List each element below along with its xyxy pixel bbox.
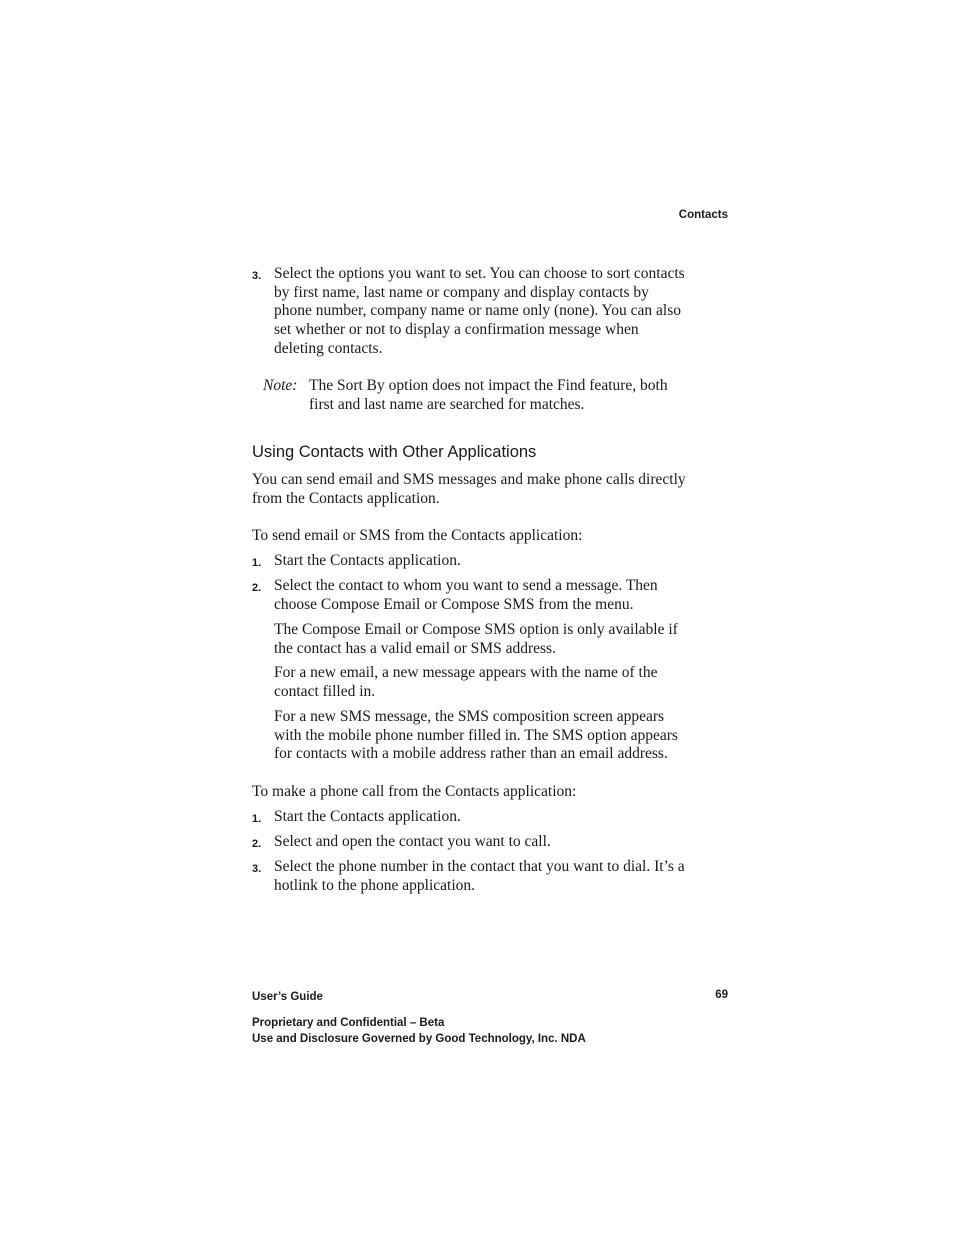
step-number: 2. [252, 582, 262, 594]
step-number: 1. [252, 557, 262, 569]
running-header: Contacts [678, 209, 728, 221]
step-detail: For a new email, a new message appears with the name of the contact filled in. [274, 664, 658, 700]
list-item [252, 265, 732, 359]
email-sms-lead: To send email or SMS from the Contacts application: [252, 527, 583, 544]
page-number: 69 [715, 989, 728, 1001]
list-item [252, 577, 732, 614]
list-item [252, 808, 732, 827]
step-detail: For a new SMS message, the SMS composition screen appears with the mobile phone number filled in. The SMS option appears for contacts with a mobile address rather than an email address. [274, 708, 678, 763]
note [263, 377, 733, 414]
footer-disclosure: Use and Disclosure Governed by Good Technology, Inc. NDA [252, 1033, 586, 1045]
step-detail: The Compose Email or Compose SMS option is only available if the contact has a valid email or SMS address. [274, 621, 678, 657]
phone-call-lead: To make a phone call from the Contacts application: [252, 783, 577, 800]
step-number: 2. [252, 838, 262, 850]
section-heading: Using Contacts with Other Applications [252, 443, 537, 461]
footer-guide-title: User’s Guide [252, 991, 323, 1003]
step-text: Start the Contacts application. [274, 552, 461, 569]
step-text: Select the contact to whom you want to send a message. Then choose Compose Email or Compose SMS from the menu. [274, 577, 658, 613]
list-item [252, 552, 732, 571]
step-number: 1. [252, 813, 262, 825]
step-number: 3. [252, 863, 262, 875]
step-text: Select the phone number in the contact that you want to dial. It’s a hotlink to the phone application. [274, 858, 685, 894]
footer-confidential: Proprietary and Confidential – Beta [252, 1017, 445, 1029]
step-text: Select the options you want to set. You can choose to sort contacts by first name, last name or company and display contacts by phone number, company name or name only (none). You can also set whether or not to display a confirmation message when deleting contacts. [274, 265, 685, 357]
list-item [252, 833, 732, 852]
step-number: 3. [252, 270, 262, 282]
intro-paragraph: You can send email and SMS messages and make phone calls directly from the Contacts application. [252, 471, 686, 507]
step-text: Select and open the contact you want to call. [274, 833, 551, 850]
note-text: The Sort By option does not impact the Find feature, both first and last name are searched for matches. [309, 377, 668, 413]
list-item [252, 858, 732, 895]
step-text: Start the Contacts application. [274, 808, 461, 825]
note-label: Note: [263, 377, 298, 394]
